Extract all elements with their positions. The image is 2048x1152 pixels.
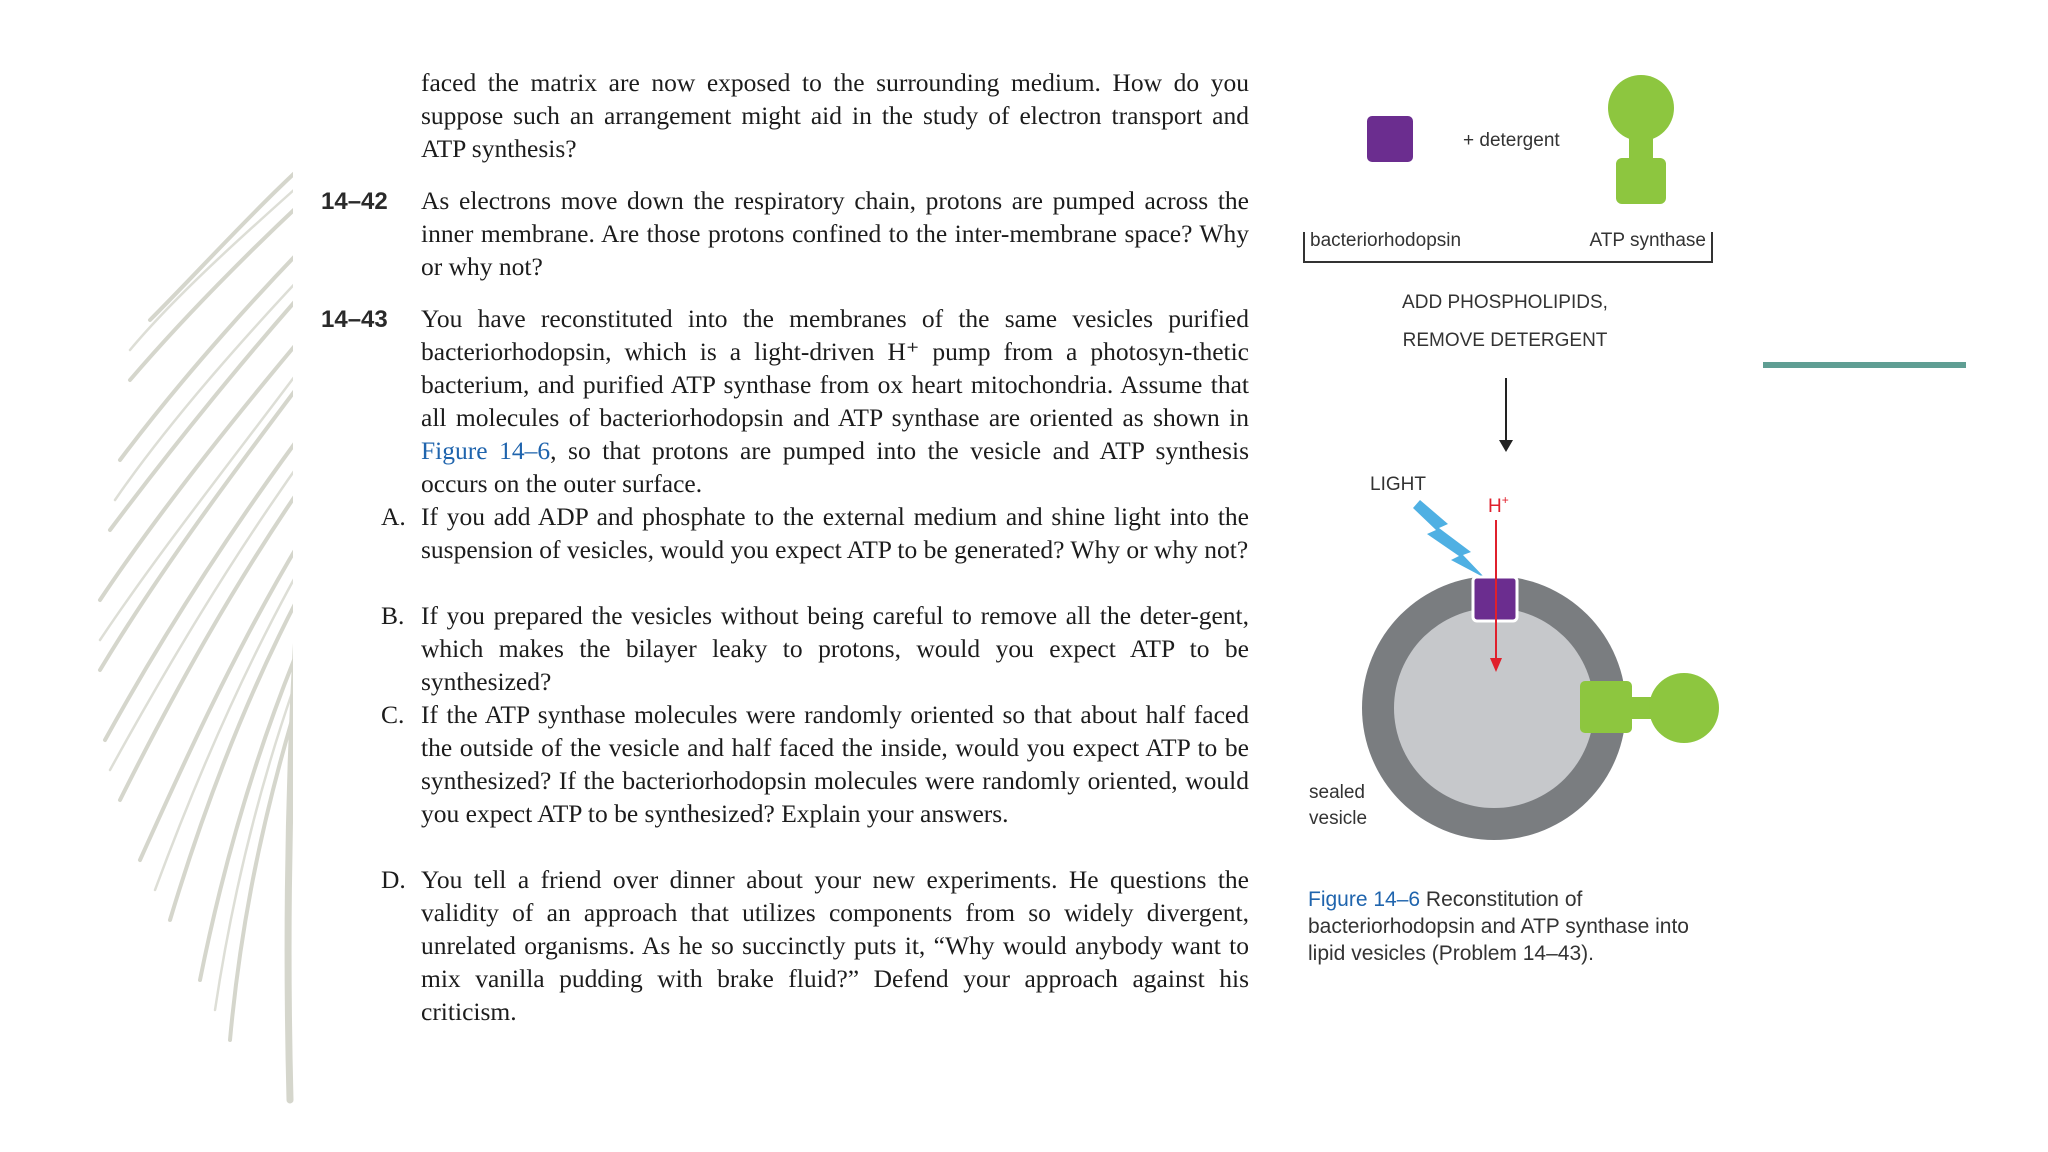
atp-synthase-label: ATP synthase <box>1589 230 1706 251</box>
light-label: LIGHT <box>1370 474 1426 495</box>
problem-number: 14–43 <box>321 306 388 333</box>
membrane-atp-synthase-icon <box>1580 673 1719 743</box>
problem-text: You have reconstituted into the membranes of the same vesicles purified bacteriorhodopsin, which is a light-driven H⁺ pump from a photosyn-thetic bacterium, and purified ATP synthase from ox heart mitochondria. Assume that all molecules of bacteriorhodopsin and ATP synthase are oriented as shown in Figure 14–6, so that protons are pumped into the vesicle and ATP synthesis occurs on the outer surface. <box>421 304 1250 498</box>
problem-text: As electrons move down the respiratory chain, protons are pumped across the inner membrane. Are those protons confined to the inter-membrane space? Why or why not? <box>421 186 1249 281</box>
step-label-line1: ADD PHOSPHOLIPIDS, <box>1402 292 1608 313</box>
vesicle-label-line1: sealed <box>1309 782 1365 803</box>
proton-label: H+ <box>1488 493 1509 517</box>
part-letter: C. <box>381 700 405 729</box>
part-text: You tell a friend over dinner about your new experiments. He questions the validity of an approach that utilizes components from so widely divergent, unrelated organisms. As he so succinctly puts it, “Why would anybody want to mix vanilla pudding with brake fluid?” Defend your approach against his criticism. <box>421 865 1249 1026</box>
figure-reference-link[interactable]: Figure 14–6 <box>421 436 551 465</box>
detergent-label: + detergent <box>1463 130 1560 151</box>
figure-caption <box>1308 886 1718 967</box>
part-text: If you prepared the vesicles without being careful to remove all the deter-gent, which makes the bilayer leaky to protons, would you expect ATP to be synthesized? <box>421 601 1249 696</box>
bacteriorhodopsin-square-icon <box>1367 116 1413 162</box>
caption-text: Reconstitution of bacteriorhodopsin and ATP synthase into lipid vesicles (Problem 14–43). <box>1308 888 1689 965</box>
part-letter: D. <box>381 865 406 894</box>
part-text: If you add ADP and phosphate to the external medium and shine light into the suspension of vesicles, would you expect ATP to be generated? Why or why not? <box>421 502 1249 564</box>
accent-line <box>1763 362 1966 368</box>
caption-figure-label: Figure 14–6 <box>1308 888 1421 911</box>
process-arrow <box>1499 378 1513 452</box>
step-label-line2: REMOVE DETERGENT <box>1402 330 1608 351</box>
atp-synthase-icon <box>1608 75 1674 204</box>
problem-number: 14–42 <box>321 188 388 215</box>
part-letter: A. <box>381 502 406 531</box>
continued-paragraph: faced the matrix are now exposed to the surrounding medium. How do you suppose such an arrangement might aid in the study of electron transport and ATP synthesis? <box>421 68 1249 163</box>
light-bolt-icon <box>1413 500 1485 578</box>
part-text: If the ATP synthase molecules were randomly oriented so that about half faced the outside of the vesicle and half faced the inside, would you expect ATP to be synthesized? If the bacteriorhodopsin molecules were randomly oriented, would you expect ATP to be synthesized? Explain your answers. <box>421 700 1249 828</box>
textbook-page <box>293 42 1761 1042</box>
bacteriorhodopsin-label: bacteriorhodopsin <box>1310 230 1462 251</box>
vesicle-label-line2: vesicle <box>1309 808 1368 829</box>
part-letter: B. <box>381 601 405 630</box>
figure-14-6 <box>293 42 1761 1042</box>
